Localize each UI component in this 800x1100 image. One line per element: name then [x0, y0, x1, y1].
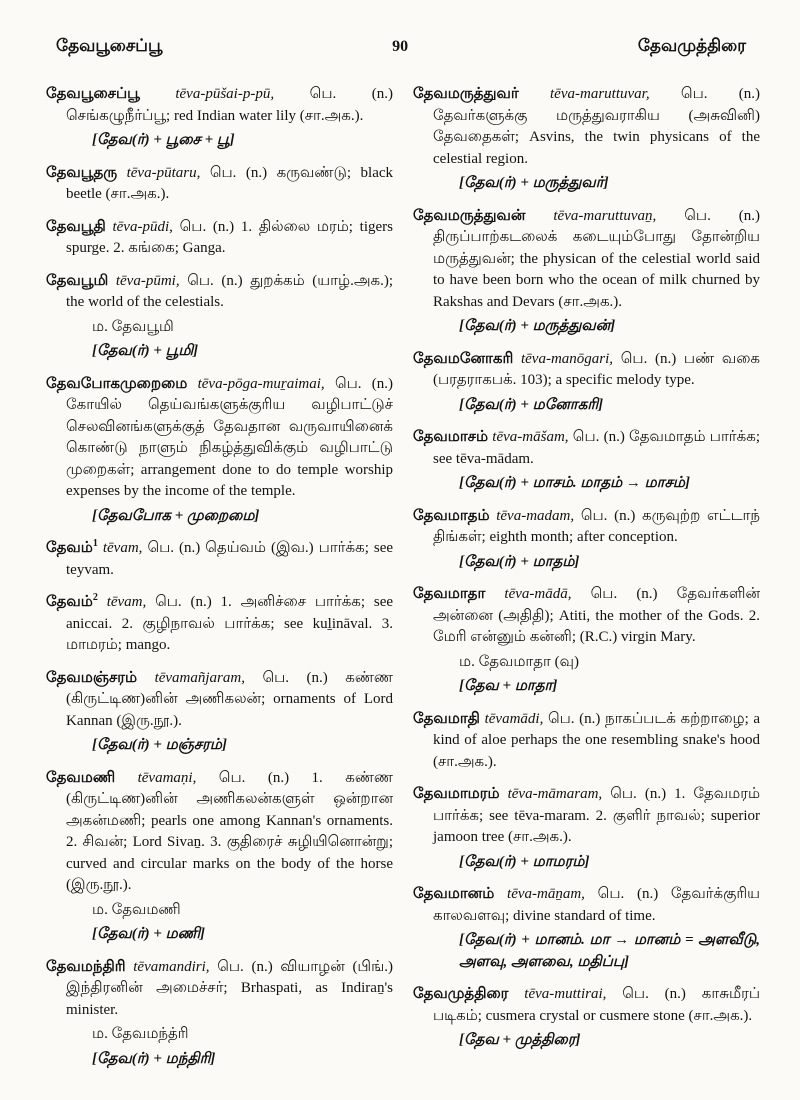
entry-gloss: பெ. (n.) தெய்வம் (இவ.) பார்க்க; see teyvam.	[66, 540, 394, 578]
entry-definition-line	[46, 271, 393, 314]
entry-transliteration: tēva-maruttuvaṉ,	[553, 207, 657, 224]
entry-etymology: [தேவ(ர்) + மாமரம்]	[459, 853, 590, 870]
entry-etymology: [தேவ(ர்) + மாசம். மாதம் → மாசம்]	[459, 475, 690, 491]
dictionary-entry	[413, 84, 760, 195]
entry-headword: தேவமாசம்	[413, 429, 489, 445]
entry-headword: தேவபோகமுறைமை	[46, 375, 188, 392]
entry-headword: தேவமாதா	[413, 586, 486, 602]
dictionary-entry	[46, 163, 393, 206]
entry-definition-line	[413, 584, 760, 649]
entry-definition-line	[46, 592, 393, 657]
entry-gloss: பெ. (n.) வியாழன் (பிங்.) இந்திரனின் அமைச்சர்; Brhaspati, as Indiraṉ's minister.	[66, 958, 393, 1018]
dictionary-entry	[413, 984, 760, 1052]
dictionary-entry	[413, 349, 760, 417]
right-column	[413, 84, 760, 1081]
entry-headword: தேவமணி	[46, 769, 116, 786]
dictionary-entry	[46, 84, 393, 152]
entry-gloss: பெ. (n.) தேவர்களின் அன்னை (அதிதி); Atiti, the mother of the Gods. 2. மேரி என்னும் கன்னி; (R.C.) virgin Mary.	[433, 586, 761, 645]
entry-etymology: [தேவ(ர்) + மானம். மா → மானம் = அளவீடு, அளவு, அளவை, மதிப்பு]	[459, 932, 760, 970]
entry-gloss: பெ. (n.) காசுமீரப் படிகம்; cusmera crystal or cusmere stone (சா.அக.).	[433, 986, 761, 1024]
entry-transliteration: tēvam,	[102, 540, 143, 556]
entry-homograph-number: 2	[92, 592, 98, 603]
entry-transliteration: tēvamañjaram,	[154, 669, 245, 686]
entry-etymology: [தேவ(ர்) + மஞ்சரம்]	[92, 737, 227, 753]
dictionary-entry	[46, 592, 393, 657]
entry-headword: தேவமஞ்சரம்	[46, 669, 138, 686]
dictionary-entry	[46, 668, 393, 757]
entry-etymology: [தேவபோக + முறைமை]	[92, 507, 260, 524]
running-head-left: தேவபூசைப்பூ	[56, 36, 163, 55]
entry-gloss: பெ. (n.) துறக்கம் (யாழ்.அக.); the world of the celestials.	[66, 272, 394, 310]
entry-transliteration: tēva-manōgari,	[520, 350, 614, 367]
entry-gloss: பெ. (n.) தேவர்க்குரிய காலவளவு; divine standard of time.	[433, 886, 761, 924]
entry-gloss: பெ. (n.) கருவண்டு; black beetle (சா.அக.).	[66, 164, 394, 202]
entry-etymology: [தேவ(ர்) + மணி]	[92, 926, 206, 942]
entry-definition-line	[46, 768, 393, 897]
entry-transliteration: tēva-māmaram,	[507, 786, 603, 802]
entry-gloss: பெ. (n.) 1. கண்ண (கிருட்டிண)னின் அணிகலன்களுள் ஒன்றான அகன்மணி; pearls one among Kannan's ornaments. 2. சிவன்; Lord Sivaṉ. 3. குதிரைச் சுழியினொன்று; curved and circular marks on the body of the horse (இரு.நூ.).	[66, 769, 393, 893]
entry-headword: தேவமானம்	[413, 886, 495, 902]
running-header	[46, 30, 760, 58]
entry-transliteration: tēvamandiri,	[133, 958, 210, 975]
entry-transliteration: tēvam,	[106, 594, 147, 610]
entry-gloss: பெ. (n.) கண்ண (கிருட்டிண)னின் அணிகலன்; ornaments of Lord Kannan (இரு.நூ.).	[66, 669, 394, 729]
page-number: 90	[392, 38, 409, 55]
entry-definition-line	[46, 84, 393, 127]
entry-definition-line	[46, 163, 393, 206]
entry-headword: தேவம்	[46, 594, 93, 610]
entry-headword: தேவபூமி	[46, 272, 109, 289]
entry-headword: தேவமாதி	[413, 710, 480, 727]
entry-transliteration: tēva-māšam,	[492, 429, 569, 445]
entry-headword: தேவமருத்துவன்	[413, 207, 526, 224]
entry-etymology: [தேவ(ர்) + பூசை + பூ]	[92, 132, 235, 148]
dictionary-entry	[46, 217, 393, 260]
entry-headword: தேவபூதரு	[46, 164, 118, 181]
entry-cognate: ம. தேவபூமி	[92, 318, 174, 335]
entry-transliteration: tēva-pūmi,	[115, 272, 180, 289]
dictionary-entry	[413, 709, 760, 774]
running-head-right: தேவமுத்திரை	[637, 36, 746, 55]
entry-transliteration: tēva-pūšai-p-pū,	[175, 86, 275, 102]
entry-headword: தேவமனோகரி	[413, 350, 514, 367]
entry-cognate: ம. தேவமந்த்ரி	[92, 1026, 189, 1042]
dictionary-entry	[46, 374, 393, 528]
entry-definition-line	[46, 668, 393, 733]
dictionary-entry	[46, 538, 393, 581]
entry-gloss: பெ. (n.) கோயில் தெய்வங்களுக்குரிய வழிபாட்டுச் செலவினங்களுக்குத் தேவதான வருவாயினைக் கொண்டு நாளும் நிகழ்த்துவிக்கும் வழிபாட்டு முறைகள்; arrangement done to do temple worship expenses by the income of the temple.	[66, 375, 394, 499]
entry-etymology: [தேவ(ர்) + பூமி]	[92, 343, 199, 359]
entry-definition-line	[46, 538, 393, 581]
entry-headword: தேவமந்திரி	[46, 958, 126, 975]
entry-gloss: பெ. (n.) நாகப்படக் கற்றாழை; a kind of aloe perhaps the one resembling snake's hood (சா.அக.).	[433, 710, 761, 770]
entry-gloss: பெ. (n.) தேவமாதம் பார்க்க; see tēva-mādam.	[433, 429, 761, 467]
entry-gloss: பெ. (n.) கருவுற்ற எட்டாந் திங்கள்; eighth month; after conception.	[433, 507, 761, 545]
entry-headword: தேவமுத்திரை	[413, 986, 509, 1002]
entry-definition-line	[413, 506, 760, 549]
entry-definition-line	[413, 884, 760, 927]
dictionary-entry	[413, 584, 760, 698]
entry-transliteration: tēva-māṉam,	[507, 886, 585, 902]
entry-gloss: பெ. (n.) 1. தில்லை மரம்; tigers spurge. 2. கங்கை; Ganga.	[66, 218, 394, 256]
entry-headword: தேவமாதம்	[413, 507, 490, 524]
entry-transliteration: tēva-maruttuvar,	[550, 86, 650, 102]
entry-headword: தேவம்	[46, 540, 93, 556]
dictionary-entry	[46, 768, 393, 946]
dictionary-entry	[413, 884, 760, 973]
dictionary-entry	[413, 506, 760, 574]
dictionary-entry	[46, 957, 393, 1071]
entry-homograph-number: 1	[92, 538, 98, 549]
entry-headword: தேவபூசைப்பூ	[46, 86, 140, 102]
entry-definition-line	[413, 709, 760, 774]
entry-transliteration: tēva-muttirai,	[524, 986, 607, 1002]
entry-transliteration: tēva-pūdi,	[112, 218, 173, 235]
entry-transliteration: tēvamādi,	[484, 710, 544, 727]
entry-definition-line	[413, 784, 760, 849]
entry-definition-line	[46, 957, 393, 1022]
entry-transliteration: tēva-pōga-muṟaimai,	[197, 375, 325, 392]
entry-etymology: [தேவ(ர்) + மருத்துவர்]	[459, 175, 609, 191]
entries-container	[46, 84, 760, 1081]
entry-headword: தேவபூதி	[46, 218, 106, 235]
entry-transliteration: tēva-pūtaru,	[126, 164, 201, 181]
entry-etymology: [தேவ(ர்) + மந்திரி]	[92, 1050, 216, 1067]
left-column	[46, 84, 393, 1081]
entry-definition-line	[413, 427, 760, 470]
entry-headword: தேவமாமரம்	[413, 786, 500, 802]
entry-definition-line	[413, 84, 760, 170]
entry-gloss: பெ. (n.) 1. அனிச்சை பார்க்க; see aniccai. 2. குழிநாவல் பார்க்க; see kuḻināval. 3. மாமரம்; mango.	[66, 594, 394, 653]
entry-etymology: [தேவ(ர்) + மனோகரி]	[459, 396, 604, 413]
entry-gloss: பெ. (n.) செங்கழுநீர்ப்பூ; red Indian water lily (சா.அக.).	[66, 86, 394, 124]
dictionary-entry	[46, 271, 393, 363]
entry-gloss: பெ. (n.) திருப்பாற்கடலைக் கடையும்போது தோன்றிய மருத்துவன்; the physican of the celestial world said to have been born who the ocean of milk churned by Rakshas and Devars (சா.அக.).	[433, 207, 761, 310]
entry-etymology: [தேவ(ர்) + மாதம்]	[459, 553, 580, 570]
entry-etymology: [தேவ(ர்) + மருத்துவன்]	[459, 318, 616, 334]
entry-transliteration: tēvamaṇi,	[137, 769, 197, 786]
entry-transliteration: tēva-madam,	[496, 507, 575, 524]
dictionary-entry	[413, 206, 760, 338]
entry-etymology: [தேவ + முத்திரை]	[459, 1032, 581, 1048]
entry-definition-line	[46, 217, 393, 260]
entry-cognate: ம. தேவமணி	[92, 901, 181, 918]
dictionary-entry	[413, 784, 760, 873]
entry-definition-line	[46, 374, 393, 503]
entry-gloss: பெ. (n.) தேவர்களுக்கு மருத்துவராகிய (அசுவினி) தேவதைகள்; Asvins, the twin physicans of the celestial region.	[433, 86, 761, 167]
entry-headword: தேவமருத்துவர்	[413, 86, 519, 102]
entry-definition-line	[413, 349, 760, 392]
entry-definition-line	[413, 206, 760, 314]
entry-transliteration: tēva-mādā,	[504, 586, 572, 602]
entry-definition-line	[413, 984, 760, 1027]
dictionary-entry	[413, 427, 760, 495]
entry-etymology: [தேவ + மாதா]	[459, 678, 558, 694]
entry-gloss: பெ. (n.) பண் வகை (பரதராகபக். 103); a specific melody type.	[433, 350, 760, 388]
entry-cognate: ம. தேவமாதா (வு)	[459, 653, 579, 670]
entry-gloss: பெ. (n.) 1. தேவமரம் பார்க்க; see tēva-maram. 2. குளிர் நாவல்; superior jamoon tree (சா.அக.).	[433, 786, 761, 845]
